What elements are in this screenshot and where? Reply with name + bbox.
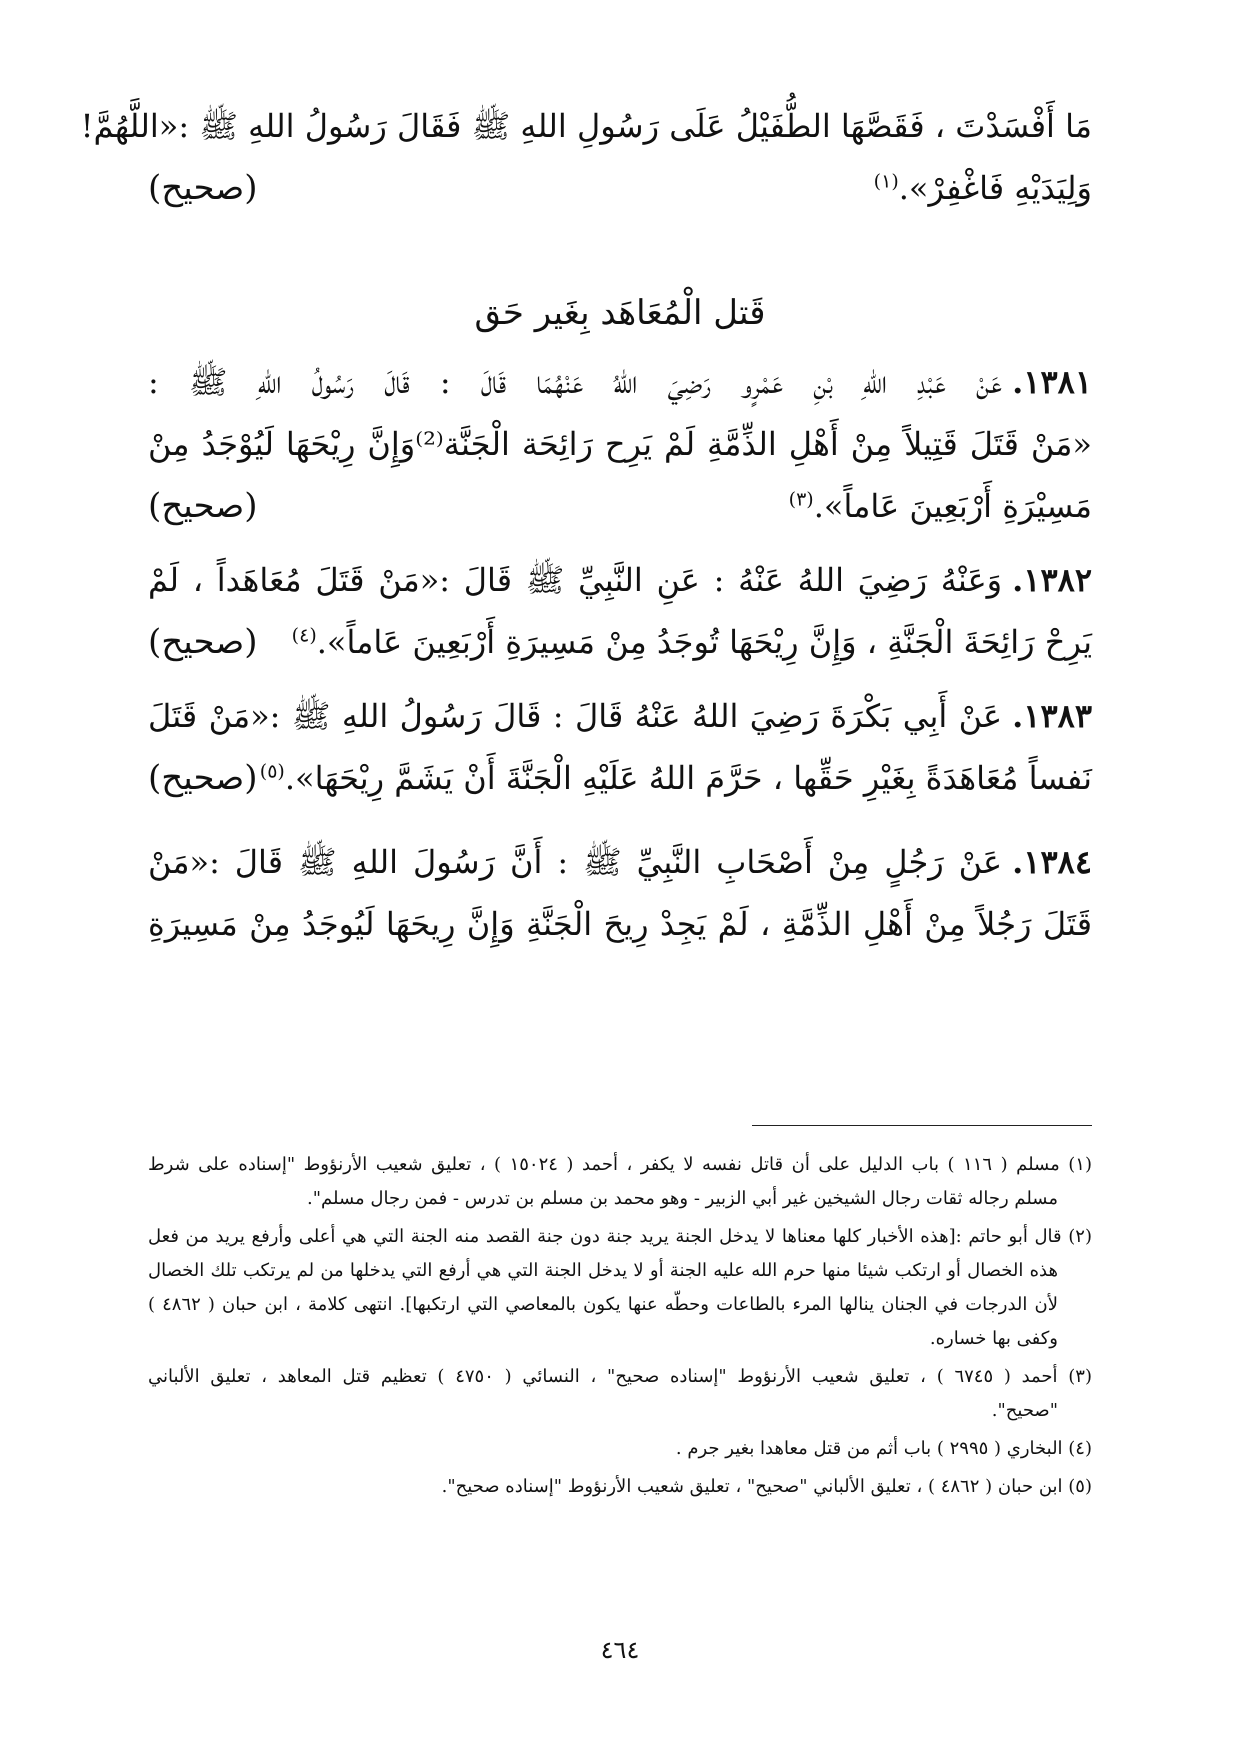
hadith-line xyxy=(291,610,1092,674)
footnote-ref: (١) xyxy=(873,170,899,193)
hadith-line xyxy=(148,892,1092,956)
hadith-line xyxy=(148,474,1092,538)
footnote-line: وكفى بها خساره. xyxy=(929,1328,1058,1349)
text-line: نَفساً مُعَاهَدَةً بِغَيْرِ حَقِّها ، حَرَّمَ اللهُ عَلَيْهِ الْجَنَّةَ أَنْ يَشَمَّ رِيْحَهَا». xyxy=(284,759,1092,797)
text-line: عَنْ عَبْدِ اللهِ بْنِ عَمْرٍو رَضِيَ اللهُ عَنْهُمَا قَالَ : قَالَ رَسُولُ اللهِ ﷺ : xyxy=(148,363,1003,401)
text-line: وَلِيَدَيْهِ فَاغْفِرْ». xyxy=(898,169,1092,207)
verdict-badge: (صحيح) xyxy=(148,486,258,526)
footnote-line: مسلم رجاله ثقات رجال الشيخين غير أبي الزبير - وهو محمد بن مسلم بن تدرس - فمن رجال مسلم". xyxy=(307,1188,1058,1209)
footnote-line: "صحيح". xyxy=(991,1400,1058,1421)
footnote-line: هذه الخصال أو ارتكب شيئا منها حرم الله عليه الجنة أو لا يدخل الجنة التي هي أرفع التي يدخلها من لم يرتكب تلك الخصال xyxy=(148,1260,1058,1281)
text-line: يَرِحْ رَائِحَةَ الْجَنَّةِ ، وَإِنَّ رِيْحَهَا تُوجَدُ مِنْ مَسِيرَةِ أَرْبَعِينَ عَاماً». xyxy=(316,623,1092,661)
verdict-badge: (صحيح) xyxy=(148,758,258,798)
footnote-ref: (٥) xyxy=(259,760,285,783)
hadith-line xyxy=(148,548,1092,612)
hadith-line xyxy=(148,350,1092,414)
text-line: مَا أَفْسَدْتَ ، فَقَصَّهَا الطُّفَيْلُ عَلَى رَسُولِ اللهِ ﷺ فَقَالَ رَسُولُ اللهِ ﷺ :«اللَّهُمَّ! xyxy=(80,107,1092,145)
hadith-number: ١٣٨٤. xyxy=(1012,843,1092,881)
hadith-line xyxy=(148,412,1092,476)
text-line: عَنْ أَبِي بَكْرَةَ رَضِيَ اللهُ عَنْهُ قَالَ : قَالَ رَسُولُ اللهِ ﷺ :«مَنْ قَتَلَ xyxy=(148,697,1003,735)
body-line xyxy=(80,94,1092,158)
hadith-line xyxy=(148,830,1092,894)
hadith-line xyxy=(148,684,1092,748)
section-heading: قَتل الْمُعَاهَد بِغَير حَق xyxy=(474,293,766,333)
hadith-number: ١٣٨١. xyxy=(1012,363,1092,401)
text-line: مَسِيْرَةِ أَرْبَعِينَ عَاماً». xyxy=(813,487,1092,525)
verdict-badge: (صحيح) xyxy=(148,168,258,208)
hadith-number: ١٣٨٢. xyxy=(1012,561,1092,599)
footnote-line: (٥) ابن حبان ( ٤٨٦٢ ) ، تعليق الألباني "صحيح" ، تعليق شعيب الأرنؤوط "إسناده صحيح". xyxy=(441,1476,1092,1497)
hadith-number: ١٣٨٣. xyxy=(1012,697,1092,735)
footnote-ref: (٤) xyxy=(291,624,317,647)
footnote-line: لأن الدرجات في الجنان ينالها المرء بالطاعات وحطّه عنها يكون بالمعاصي التي ارتكبها]. انتهى كلامة ، ابن حبان ( ٤٨٦٢ ) xyxy=(148,1294,1058,1315)
footnote-ref: (٣) xyxy=(788,488,814,511)
text-line: وَعَنْهُ رَضِيَ اللهُ عَنْهُ : عَنِ النَّبِيِّ ﷺ قَالَ :«مَنْ قَتَلَ مُعَاهَداً ، لَمْ xyxy=(148,561,1003,599)
text-line: «مَنْ قَتَلَ قَتِيلاً مِنْ أَهْلِ الذِّمَّةِ لَمْ يَرِح رَائِحَة الْجَنَّة⁽²⁾وَإِنَّ رِيْحَهَا لَيُوْجَدُ مِنْ xyxy=(148,425,1092,463)
text-line: عَنْ رَجُلٍ مِنْ أَصْحَابِ النَّبِيِّ ﷺ : أَنَّ رَسُولَ اللهِ ﷺ قَالَ :«مَنْ xyxy=(148,843,1003,881)
hadith-line xyxy=(259,746,1092,810)
page-number: ٤٦٤ xyxy=(600,1636,640,1664)
footnote-line: (٢) قال أبو حاتم :[هذه الأخبار كلها معناها لا يدخل الجنة يريد جنة دون جنة القصد منه الجنة التي هي أعلى وأرفع يريد من فعل xyxy=(148,1226,1092,1247)
text-line: قَتَلَ رَجُلاً مِنْ أَهْلِ الذِّمَّةِ ، لَمْ يَجِدْ رِيحَ الْجَنَّةِ وَإِنَّ رِيحَهَا لَيُوجَدُ مِنْ مَسِيرَةِ xyxy=(148,905,1092,943)
footnote-line: (٣) أحمد ( ٦٧٤٥ ) ، تعليق شعيب الأرنؤوط "إسناده صحيح" ، النسائي ( ٤٧٥٠ ) تعظيم قتل المعاهد ، تعليق الألباني xyxy=(148,1366,1092,1387)
footnote-separator xyxy=(752,1125,1092,1126)
verdict-badge: (صحيح) xyxy=(148,622,258,662)
body-line xyxy=(148,156,1092,220)
footnote-line: (٤) البخاري ( ٢٩٩٥ ) باب أثم من قتل معاهدا بغير جرم . xyxy=(675,1438,1092,1459)
footnote-line: (١) مسلم ( ١١٦ ) باب الدليل على أن قاتل نفسه لا يكفر ، أحمد ( ١٥٠٢٤ ) ، تعليق شعيب الأرنؤوط "إسناده على شرط xyxy=(148,1154,1092,1175)
